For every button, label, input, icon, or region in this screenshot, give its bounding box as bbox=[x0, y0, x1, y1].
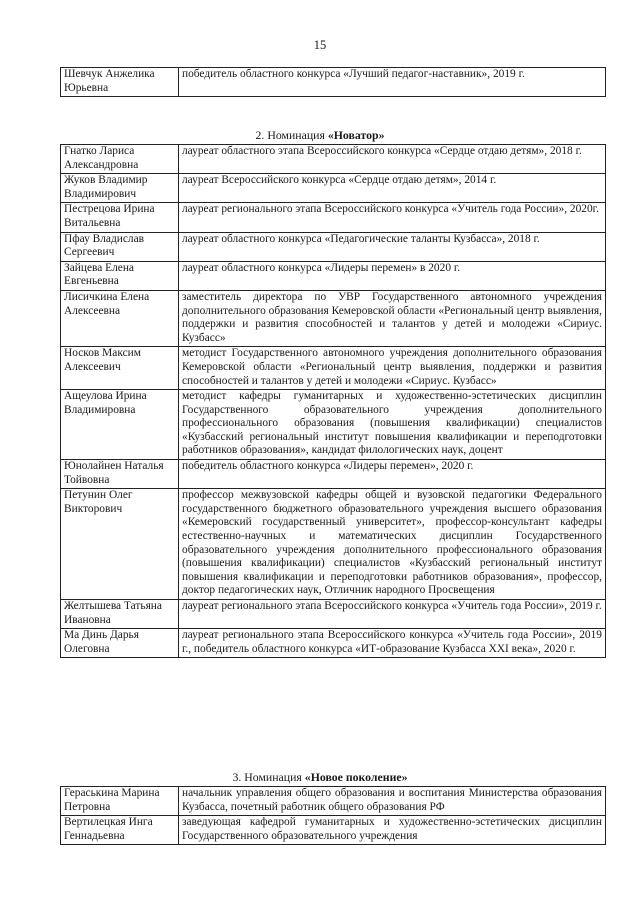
person-name: Гнатко Лариса Александровна bbox=[61, 145, 179, 174]
page-number: 15 bbox=[313, 38, 327, 52]
person-description: лауреат регионального этапа Всероссийского конкурса «Учитель года России», 2019 г., победитель областного конкурса «ИТ-образование Кузбасса XXI века», 2020 г. bbox=[179, 629, 606, 658]
person-name: Жуков Владимир Владимирович bbox=[61, 174, 179, 203]
person-name: Петунин Олег Викторович bbox=[61, 489, 179, 600]
table-row bbox=[61, 347, 606, 390]
table-new-generation bbox=[60, 786, 606, 845]
table-row bbox=[61, 290, 606, 346]
person-description: заместитель директора по УВР Государственного автономного учреждения дополнительного образования Кемеровской области «Региональный центр выявления, поддержки и развития способностей и талантов у детей и молодежи «Сириус. Кузбасс» bbox=[179, 290, 606, 346]
person-name: Пестрецова Ирина Витальевна bbox=[61, 203, 179, 232]
person-name: Желтышева Татьяна Ивановна bbox=[61, 600, 179, 629]
table-row bbox=[61, 390, 606, 460]
person-description: лауреат областного этапа Всероссийского конкурса «Сердце отдаю детям», 2018 г. bbox=[179, 145, 606, 174]
person-name: Вертилецкая Инга Геннадьевна bbox=[61, 816, 179, 845]
table-row bbox=[61, 261, 606, 290]
table-row bbox=[61, 68, 606, 97]
person-description: профессор межвузовской кафедры общей и вузовской педагогики Федерального государственного бюджетного образовательного учреждения высшего образования «Кемеровский государственный университет», профессор-консультант кафедры естественно-научных и математических дисциплин Государственного образовательного учреждения дополнительного профессионального образования (повышения квалификации) специалистов «Кузбасский региональный институт повышения квалификации и переподготовки работников образования», профессор, доктор педагогических наук, Отличник народного Просвещения bbox=[179, 489, 606, 600]
person-name: Юнолайнен Наталья Тойвовна bbox=[61, 460, 179, 489]
section-title: «Новое поколение» bbox=[304, 770, 408, 784]
table-row bbox=[61, 460, 606, 489]
person-name: Носков Максим Алексеевич bbox=[61, 347, 179, 390]
table-row bbox=[61, 232, 606, 261]
person-name: Гераськина Марина Петровна bbox=[61, 787, 179, 816]
person-description: начальник управления общего образования и воспитания Министерства образования Кузбасса, почетный работник общего образования РФ bbox=[179, 787, 606, 816]
person-description: лауреат областного конкурса «Лидеры перемен» в 2020 г. bbox=[179, 261, 606, 290]
section-number: 3. Номинация bbox=[232, 770, 305, 784]
table-row bbox=[61, 816, 606, 845]
person-description: методист Государственного автономного учреждения дополнительного образования Кемеровской области «Региональный центр выявления, поддержки и развития способностей и талантов у детей и молодежи «Сириус. Кузбасс» bbox=[179, 347, 606, 390]
person-description: методист кафедры гуманитарных и художественно-эстетических дисциплин Государственного образовательного учреждения дополнительного профессионального образования (повышения квалификации) специалистов «Кузбасский региональный институт повышения квалификации и переподготовки работников образования», кандидат филологических наук, доцент bbox=[179, 390, 606, 460]
table-row bbox=[61, 145, 606, 174]
person-description: лауреат регионального этапа Всероссийского конкурса «Учитель года России», 2020г. bbox=[179, 203, 606, 232]
table-row bbox=[61, 203, 606, 232]
person-name: Зайцева Елена Евгеньевна bbox=[61, 261, 179, 290]
person-description: лауреат Всероссийского конкурса «Сердце отдаю детям», 2014 г. bbox=[179, 174, 606, 203]
table-row bbox=[61, 174, 606, 203]
table-row bbox=[61, 629, 606, 658]
person-description: победитель областного конкурса «Лидеры перемен», 2020 г. bbox=[179, 460, 606, 489]
table-row bbox=[61, 489, 606, 600]
table-row bbox=[61, 787, 606, 816]
person-name: Шевчук Анжелика Юрьевна bbox=[61, 68, 179, 97]
table-top bbox=[60, 67, 606, 97]
table-row bbox=[61, 600, 606, 629]
section-title: «Новатор» bbox=[327, 128, 385, 142]
person-description: лауреат областного конкурса «Педагогические таланты Кузбасса», 2018 г. bbox=[179, 232, 606, 261]
person-description: победитель областного конкурса «Лучший педагог-наставник», 2019 г. bbox=[179, 68, 606, 97]
person-description: заведующая кафедрой гуманитарных и художественно-эстетических дисциплин Государственного образовательного учреждения bbox=[179, 816, 606, 845]
person-name: Ма Динь Дарья Олеговна bbox=[61, 629, 179, 658]
section-heading-novator bbox=[0, 128, 640, 143]
person-name: Пфау Владислав Сергеевич bbox=[61, 232, 179, 261]
person-name: Лисичкина Елена Алексеевна bbox=[61, 290, 179, 346]
person-description: лауреат регионального этапа Всероссийского конкурса «Учитель года России», 2019 г. bbox=[179, 600, 606, 629]
section-heading-new-generation bbox=[0, 770, 640, 785]
table-novator bbox=[60, 144, 606, 658]
section-number: 2. Номинация bbox=[255, 128, 328, 142]
person-name: Ащеулова Ирина Владимировна bbox=[61, 390, 179, 460]
